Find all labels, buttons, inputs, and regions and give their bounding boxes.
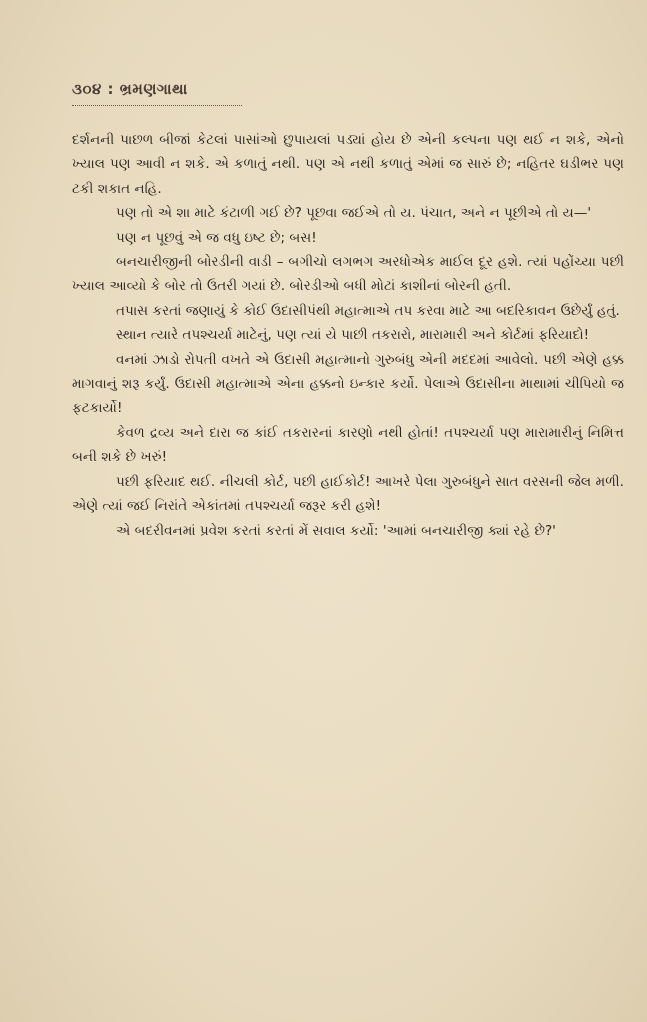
header-underline: [72, 102, 242, 106]
paragraph: કેવળ દ્રવ્ય અને દારા જ કાંઈ તકરારનાં કારણો નથી હોતાં! તપશ્ચર્યા પણ મારામારીનું નિમિત્ત બની શકે છે ખરું!: [72, 424, 624, 466]
paragraph: સ્થાન ત્યારે તપશ્ચર્યા માટેનું, પણ ત્યાં યે પાછી તકરારો, મારામારી અને કોર્ટમાં ફરિયાદો!: [116, 327, 590, 344]
paragraph: તપાસ કરતાં જણાયું કે કોઈ ઉદાસીપંથી મહાત્માએ તપ કરવા માટે આ બદરિકાવન ઉછેર્યું હતું.: [116, 302, 620, 319]
paragraph: પણ ન પૂછવું એ જ વધુ ઇષ્ટ છે; બસ!: [116, 229, 317, 246]
paragraph: પછી ફરિયાદ થઈ. નીચલી કોર્ટ, પછી હાઈકોર્ટ! આખરે પેલા ગુરુબંધુને સાત વરસની જેલ મળી. એણે ત્યાં જઈ નિરાંતે એકાંતમાં તપશ્ચર્યા જરૂર કરી હશે!: [72, 473, 624, 515]
running-header: [72, 80, 188, 98]
paragraph: વનમાં ઝાડો રોપતી વખતે એ ઉદાસી મહાત્માનો ગુરુબંધુ એની મદદમાં આવેલો. પછી એણે હક્ક માગવાનું શરૂ કર્યું. ઉદાસી મહાત્માએ એના હક્કનો ઇન્કાર કર્યો. પેલાએ ઉદાસીના માથામાં ચીપિયો જ ફટકાર્યો!: [72, 351, 624, 417]
running-title: ૩૦૪ : ભ્રમણગાથા: [72, 80, 188, 98]
paragraph: બનચારીજીની બોરડીની વાડી – બગીચો લગભગ અરધોએક માઈલ દૂર હશે. ત્યાં પહોંચ્યા પછી ખ્યાલ આવ્યો કે બોર તો ઉતરી ગયાં છે. બોરડીઓ બધી મોટાં કાશીનાં બોરની હતી.: [72, 254, 624, 295]
paragraph: એ બદરીવનમાં પ્રવેશ કરતાં કરતાં મેં સવાલ કર્યો: 'આમાં બનચારીજી ક્યાં રહે છે?': [116, 522, 556, 539]
page-body: [72, 128, 624, 543]
paragraph: દર્શનની પાછળ બીજાં કેટલાં પાસાંઓ છુપાયલાં પડ્યાં હોય છે એની કલ્પના પણ થઈ ન શકે, એનો ખ્યાલ પણ આવી ન શકે. એ કળાતું નથી. પણ એ નથી કળાતું એમાં જ સારું છે; નહિતર ઘડીભર પણ ટકી શકાત નહિ.: [72, 132, 624, 197]
paragraph: પણ તો એ શા માટે કંટાળી ગઈ છે? પૂછવા જઈએ તો ય. પંચાત, અને ન પૂછીએ તો ય—': [116, 205, 592, 222]
